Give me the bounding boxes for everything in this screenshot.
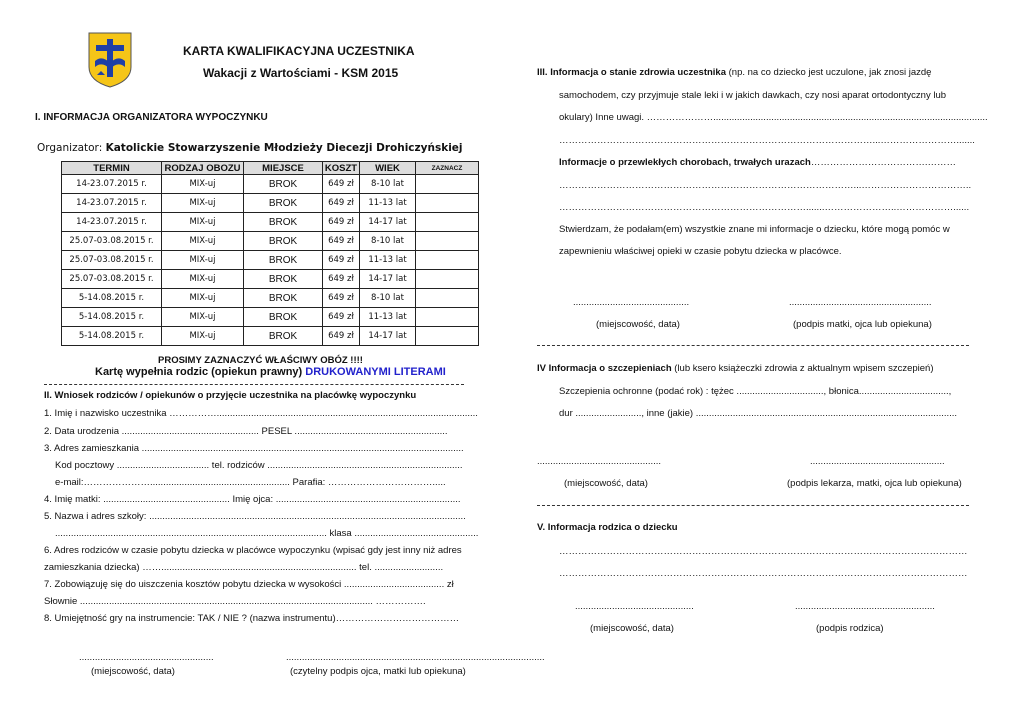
organizer-name: Katolickie Stowarzyszenie Młodzieży Diecezji Drohiczyńskiej	[105, 142, 463, 154]
select-camp-note: PROSIMY ZAZNACZYĆ WŁAŚCIWY OBÓZ !!!!	[158, 355, 363, 366]
col-termin: TERMIN	[62, 162, 162, 175]
field-school-class[interactable]: ....................................................................................................... klasa ...............................................	[55, 528, 479, 539]
field-parents-names[interactable]: 4. Imię matki: ................................................ Imię ojca: ......................................................................	[44, 494, 461, 505]
block-letters-emphasis: DRUKOWANYMI LITERAMI	[305, 366, 446, 378]
table-row	[62, 270, 479, 289]
section3-line2: samochodem, czy przyjmuje stale leki i w jakich dawkach, czy nosi aparat ortodontyczny lub	[559, 90, 947, 101]
section3-line6[interactable]: …………………………………………………………………………………...……………………………..	[559, 180, 972, 191]
field-postal-phone[interactable]: Kod pocztowy ................................... tel. rodziców ..........................................................................	[55, 460, 463, 471]
section2-heading: II. Wniosek rodziców / opiekunów o przyjęcie uczestnika na placówkę wypoczynku	[44, 390, 417, 401]
parent-info-line2[interactable]: …………………………………………………………………………………………………………………	[559, 568, 968, 579]
miejsce-cell: BROK	[244, 270, 323, 289]
field-parents-address-label: 6. Adres rodziców w czasie pobytu dziecka w placówce wypoczynku (wpisać gdy jest inny niż adres	[44, 545, 462, 556]
termin-cell: 14-23.07.2015 r.	[62, 213, 162, 232]
koszt-cell: 649 zł	[323, 213, 360, 232]
miejsce-cell: BROK	[244, 308, 323, 327]
rodzaj-cell: MIX-uj	[162, 308, 244, 327]
field-birth-pesel[interactable]: 2. Data urodzenia .................................................... PESEL ..........................................................	[44, 426, 448, 437]
koszt-cell: 649 zł	[323, 289, 360, 308]
fill-instruction	[95, 366, 446, 378]
divider	[537, 345, 969, 346]
vaccination-line1[interactable]: Szczepienia ochronne (podać rok) : tężec ................................., błonica..................................,	[559, 386, 952, 397]
col-rodzaj: RODZAJ OBOZU	[162, 162, 244, 175]
field-email-parish[interactable]: e-mail:…………………..................................................... Parafia: …………………………….....	[55, 477, 446, 488]
sig3-left-dots[interactable]: ............................................	[573, 297, 690, 308]
select-camp-checkbox[interactable]	[416, 270, 479, 289]
wiek-cell: 11-13 lat	[360, 308, 416, 327]
wiek-cell: 14-17 lat	[360, 213, 416, 232]
select-camp-checkbox[interactable]	[416, 213, 479, 232]
divider	[44, 384, 464, 385]
select-camp-checkbox[interactable]	[416, 308, 479, 327]
declaration-line2: zapewnieniu właściwej opieki w czasie pobytu dziecka w placówce.	[559, 246, 842, 257]
rodzaj-cell: MIX-uj	[162, 289, 244, 308]
rodzaj-cell: MIX-uj	[162, 175, 244, 194]
fill-instruction-text: Kartę wypełnia rodzic (opiekun prawny)	[95, 366, 303, 378]
section3-line4[interactable]: ………………………………………………………………………………………...…………………….......	[559, 135, 975, 146]
termin-cell: 5-14.08.2015 r.	[62, 327, 162, 346]
sig3-right-label: (podpis matki, ojca lub opiekuna)	[793, 319, 932, 330]
field-participant-name[interactable]: 1. Imię i nazwisko uczestnika ……………...................................................................................................	[44, 408, 478, 419]
koszt-cell: 649 zł	[323, 270, 360, 289]
col-wiek: WIEK	[360, 162, 416, 175]
miejsce-cell: BROK	[244, 251, 323, 270]
sig4-left-dots[interactable]: ...............................................	[537, 456, 662, 467]
rodzaj-cell: MIX-uj	[162, 251, 244, 270]
select-camp-checkbox[interactable]	[416, 327, 479, 346]
field-instrument[interactable]: 8. Umiejętność gry na instrumencie: TAK / NIE ? (nazwa instrumentu)…………………………………	[44, 613, 460, 624]
table-row	[62, 232, 479, 251]
table-row	[62, 213, 479, 232]
select-camp-checkbox[interactable]	[416, 251, 479, 270]
sig2-right-dots[interactable]: ..................................................................................................	[286, 652, 545, 663]
vaccination-line2[interactable]: dur ........................., inne (jakie) ...................................................................................................	[559, 408, 958, 419]
sig3-left-label: (miejscowość, data)	[596, 319, 680, 330]
wiek-cell: 8-10 lat	[360, 232, 416, 251]
section3-other-notes[interactable]: okulary) Inne uwagi. …………………........................................................................................................	[559, 112, 988, 123]
koszt-cell: 649 zł	[323, 251, 360, 270]
koszt-cell: 649 zł	[323, 194, 360, 213]
select-camp-checkbox[interactable]	[416, 194, 479, 213]
section1-heading: I. INFORMACJA ORGANIZATORA WYPOCZYNKU	[35, 112, 268, 123]
form-subtitle: Wakacji z Wartościami - KSM 2015	[203, 66, 399, 80]
termin-cell: 25.07-03.08.2015 r.	[62, 270, 162, 289]
ksm-logo	[87, 31, 133, 88]
sig5-right-dots[interactable]: .....................................................	[795, 601, 935, 612]
organizer-label: Organizator:	[37, 142, 103, 154]
termin-cell: 5-14.08.2015 r.	[62, 289, 162, 308]
field-parents-address[interactable]: zamieszkania dziecka) …….......................................................................... tel. ..........................	[44, 562, 444, 573]
sig5-left-label: (miejscowość, data)	[590, 623, 674, 634]
col-miejsce: MIEJSCE	[244, 162, 323, 175]
wiek-cell: 8-10 lat	[360, 175, 416, 194]
section4-heading-rest: (lub ksero książeczki zdrowia z aktualnym wpisem szczepień)	[674, 363, 934, 374]
section3-heading: III. Informacja o stanie zdrowia uczestnika	[537, 67, 726, 78]
sig2-right-label: (czytelny podpis ojca, matki lub opiekuna)	[290, 666, 466, 677]
section3-line7[interactable]: …………………………………………………………………….......…………………..………………......	[559, 202, 970, 213]
sig4-left-label: (miejscowość, data)	[564, 478, 648, 489]
organizer-line	[37, 142, 463, 154]
koszt-cell: 649 zł	[323, 175, 360, 194]
form-title: KARTA KWALIFIKACYJNA UCZESTNIKA	[183, 44, 415, 58]
chronic-dots: ……………………………….………	[810, 157, 956, 168]
sig5-right-label: (podpis rodzica)	[816, 623, 884, 634]
sig4-right-dots[interactable]: ...................................................	[810, 456, 945, 467]
sig5-left-dots[interactable]: .............................................	[575, 601, 694, 612]
section4-heading: IV Informacja o szczepieniach	[537, 363, 672, 374]
miejsce-cell: BROK	[244, 327, 323, 346]
miejsce-cell: BROK	[244, 175, 323, 194]
table-row	[62, 327, 479, 346]
wiek-cell: 14-17 lat	[360, 270, 416, 289]
section5-heading: V. Informacja rodzica o dziecku	[537, 522, 678, 533]
termin-cell: 14-23.07.2015 r.	[62, 194, 162, 213]
select-camp-checkbox[interactable]	[416, 289, 479, 308]
rodzaj-cell: MIX-uj	[162, 213, 244, 232]
koszt-cell: 649 zł	[323, 308, 360, 327]
select-camp-checkbox[interactable]	[416, 175, 479, 194]
divider	[537, 505, 969, 506]
miejsce-cell: BROK	[244, 194, 323, 213]
field-school[interactable]: 5. Nazwa i adres szkoły: ........................................................................................................................	[44, 511, 466, 522]
termin-cell: 25.07-03.08.2015 r.	[62, 232, 162, 251]
termin-cell: 14-23.07.2015 r.	[62, 175, 162, 194]
chronic-label: Informacje o przewlekłych chorobach, trwałych urazach	[559, 157, 811, 168]
field-address[interactable]: 3. Adres zamieszkania ..........................................................................................................................	[44, 443, 464, 454]
section3-chronic[interactable]	[559, 157, 956, 168]
field-cost-commitment[interactable]: 7. Zobowiązuję się do uiszczenia kosztów pobytu dziecka w wysokości ...................................... zł	[44, 579, 454, 590]
camp-terms-table	[61, 161, 479, 346]
termin-cell: 5-14.08.2015 r.	[62, 308, 162, 327]
miejsce-cell: BROK	[244, 213, 323, 232]
parent-info-line1[interactable]: …………………………………………………………………………………………………………………	[559, 546, 968, 557]
section3-heading-rest: (np. na co dziecko jest uczulone, jak znosi jazdę	[728, 67, 932, 78]
table-row	[62, 251, 479, 270]
table-row	[62, 289, 479, 308]
table-row	[62, 194, 479, 213]
wiek-cell: 8-10 lat	[360, 289, 416, 308]
field-cost-words[interactable]: Słownie ............................................................................................................... …………….	[44, 596, 426, 607]
sig3-right-dots[interactable]: ......................................................	[789, 297, 932, 308]
section3-line1	[537, 67, 931, 78]
rodzaj-cell: MIX-uj	[162, 327, 244, 346]
sig2-left-label: (miejscowość, data)	[91, 666, 175, 677]
rodzaj-cell: MIX-uj	[162, 194, 244, 213]
termin-cell: 25.07-03.08.2015 r.	[62, 251, 162, 270]
section4-heading-line	[537, 363, 934, 374]
col-zaznacz: ZAZNACZ	[416, 162, 479, 175]
wiek-cell: 14-17 lat	[360, 327, 416, 346]
rodzaj-cell: MIX-uj	[162, 232, 244, 251]
sig2-left-dots[interactable]: ...................................................	[79, 652, 214, 663]
select-camp-checkbox[interactable]	[416, 232, 479, 251]
koszt-cell: 649 zł	[323, 327, 360, 346]
col-koszt: KOSZT	[323, 162, 360, 175]
sig4-right-label: (podpis lekarza, matki, ojca lub opiekuna)	[787, 478, 962, 489]
wiek-cell: 11-13 lat	[360, 251, 416, 270]
rodzaj-cell: MIX-uj	[162, 270, 244, 289]
miejsce-cell: BROK	[244, 289, 323, 308]
table-row	[62, 308, 479, 327]
table-header-row	[62, 162, 479, 175]
miejsce-cell: BROK	[244, 232, 323, 251]
table-row	[62, 175, 479, 194]
wiek-cell: 11-13 lat	[360, 194, 416, 213]
declaration-line1: Stwierdzam, że podałam(em) wszystkie znane mi informacje o dziecku, które mogą pomóc w	[559, 224, 950, 235]
koszt-cell: 649 zł	[323, 232, 360, 251]
